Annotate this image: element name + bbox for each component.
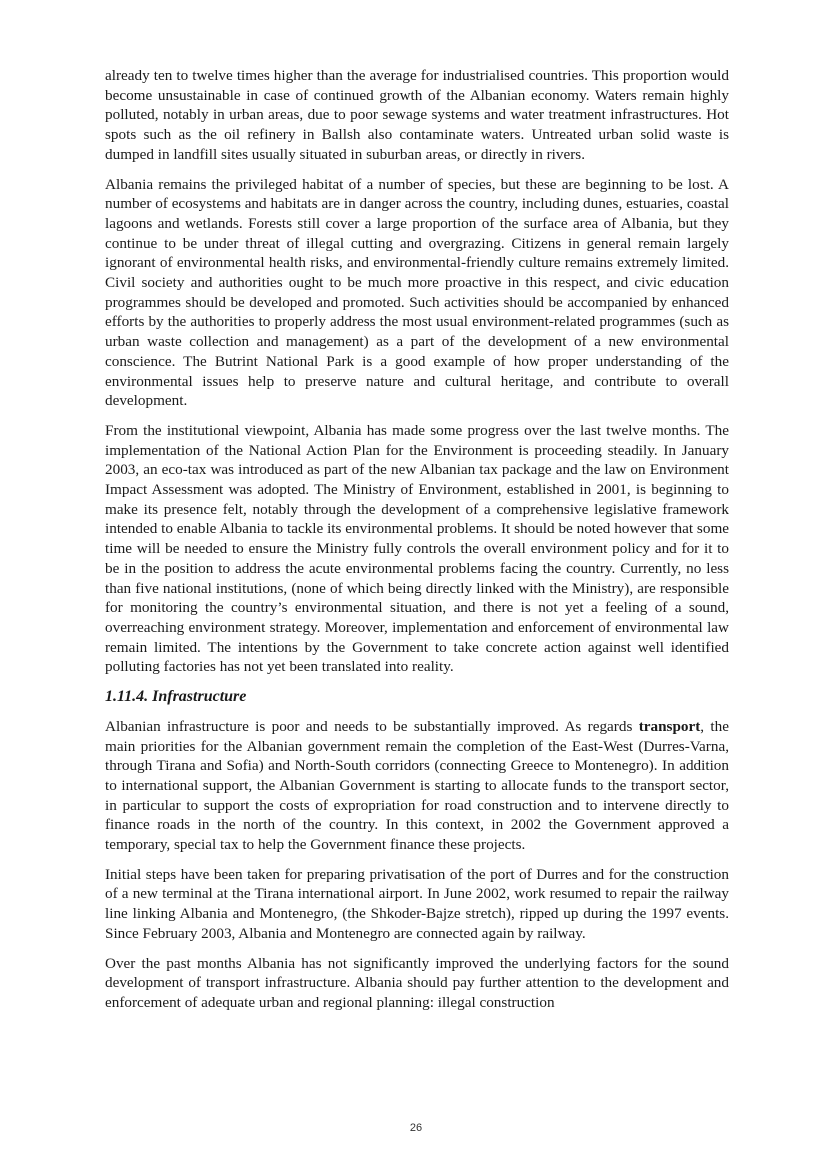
document-page	[105, 66, 729, 1023]
paragraph-biodiversity: Albania remains the privileged habitat of a number of species, but these are beginning to be lost. A number of ecosystems and habitats are in danger across the country, including dunes, estuaries, coastal lagoons and wetlands. Forests still cover a large proportion of the surface area of Albania, but they continue to be under threat of illegal cutting and overgrazing. Citizens in general remain largely ignorant of environmental health risks, and environmental-friendly culture remains extremely limited. Civil society and authorities ought to be much more proactive in this respect, and civic education programmes should be developed and promoted. Such activities should be accompanied by enhanced efforts by the authorities to properly address the most usual environment-related programmes (such as urban waste collection and management) as a part of the development of a new environmental conscience. The Butrint National Park is a good example of how proper understanding of the environmental issues help to preserve nature and cultural heritage, and contribute to overall development.	[105, 175, 729, 410]
paragraph-planning: Over the past months Albania has not significantly improved the underlying factors for the sound development of transport infrastructure. Albania should pay further attention to the development and enforcement of adequate urban and regional planning: illegal construction	[105, 954, 729, 1011]
transport-keyword: transport	[638, 717, 701, 735]
transport-text-after: , the main priorities for the Albanian government remain the completion of the East-West (Durres-Varna, through Tirana and Sofia) and North-South corridors (connecting Greece to Montenegro). In addition to international support, the Albanian Government is starting to allocate funds to the transport sector, in particular to support the costs of expropriation for road construction and to intervene directly to finance roads in the north of the country. In this context, in 2002 the Government approved a temporary, special tax to help the Government finance these projects.	[105, 717, 729, 854]
transport-text-before: Albanian infrastructure is poor and needs to be substantially improved. As regards	[105, 717, 639, 735]
paragraph-institutional: From the institutional viewpoint, Albania has made some progress over the last twelve months. The implementation of the National Action Plan for the Environment is proceeding steadily. In January 2003, an eco-tax was introduced as part of the new Albanian tax package and the law on Environment Impact Assessment was adopted. The Ministry of Environment, established in 2001, is beginning to make its presence felt, notably through the development of a comprehensive legislative framework intended to enable Albania to tackle its environmental problems. It should be noted however that some time will be needed to ensure the Ministry fully controls the overall environment policy and for it to be in the position to address the acute environmental problems facing the country. Currently, no less than five national institutions, (none of which being directly linked with the Ministry), are responsible for monitoring the country’s environmental situation, and there is not yet a feeling of a sound, overreaching environment strategy. Moreover, implementation and enforcement of environmental law remain limited. The intentions by the Government to take concrete action against well identified polluting factories has not yet been translated into reality.	[105, 421, 729, 676]
paragraph-water-pollution: already ten to twelve times higher than the average for industrialised countries. This proportion would become unsustainable in case of continued growth of the Albanian economy. Waters remain highly polluted, notably in urban areas, due to poor sewage systems and water treatment infrastructures. Hot spots such as the oil refinery in Ballsh also contaminate waters. Untreated urban solid waste is dumped in landfill sites usually situated in suburban areas, or directly in rivers.	[105, 67, 729, 163]
page-number: 26	[409, 1122, 423, 1134]
section-heading-infrastructure: 1.11.4. Infrastructure	[105, 688, 247, 706]
paragraph-port-railway: Initial steps have been taken for preparing privatisation of the port of Durres and for the construction of a new terminal at the Tirana international airport. In June 2002, work resumed to repair the railway line linking Albania and Montenegro, (the Shkoder-Bajze stretch), ripped up during the 1997 events. Since February 2003, Albania and Montenegro are connected again by railway.	[105, 865, 729, 942]
paragraph-transport	[105, 717, 729, 855]
